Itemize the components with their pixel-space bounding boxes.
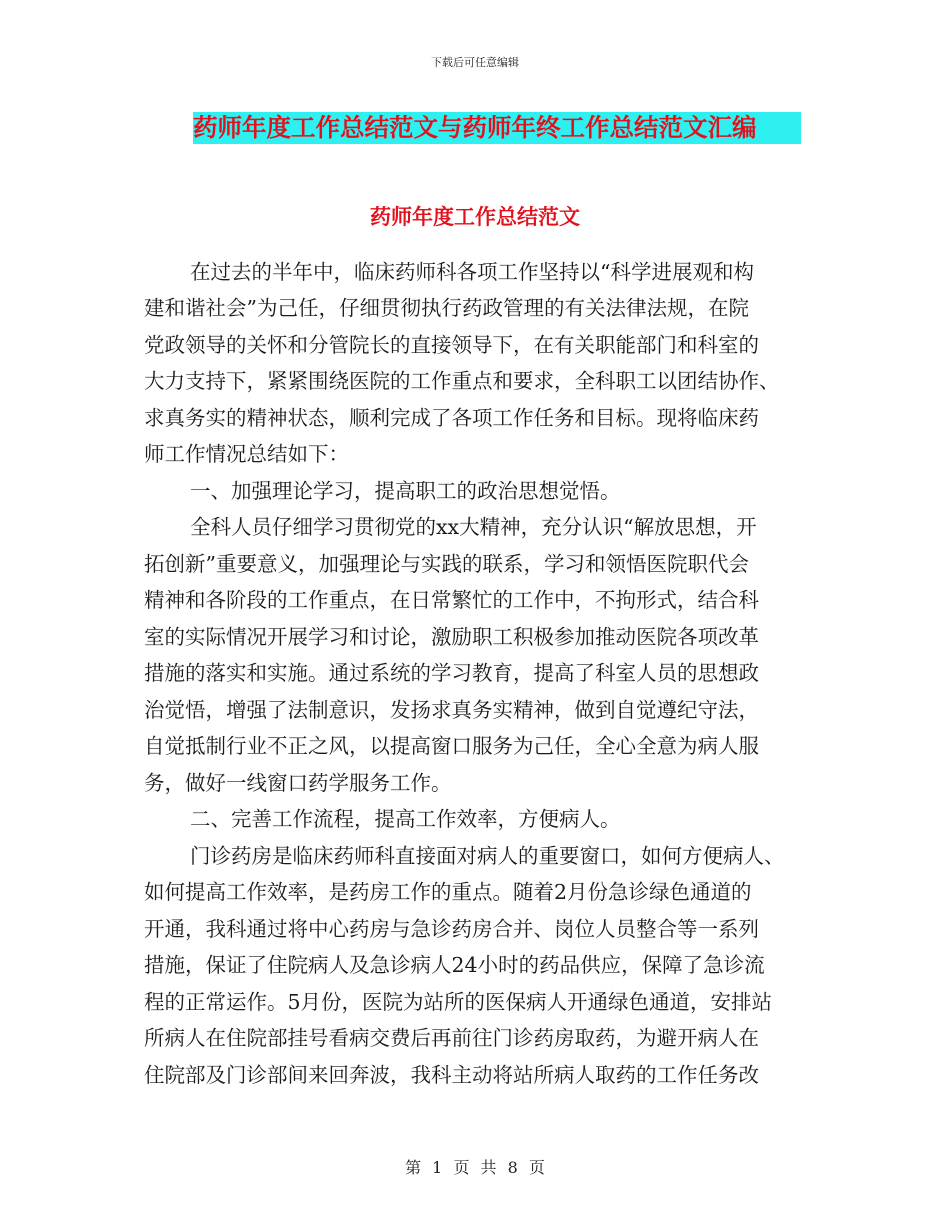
paragraph-line: 大力支持下，紧紧围绕医院的工作重点和要求，全科职工以团结协作、 [144, 369, 780, 393]
paragraph-line: 措施，保证了住院病人及急诊病人24小时的药品供应，保障了急诊流 [144, 953, 765, 977]
page-footer: 第 1 页 共 8 页 [405, 1158, 545, 1177]
paragraph-line: 程的正常运作。5月份，医院为站所的医保病人开通绿色通道，安排站 [144, 990, 773, 1014]
paragraph-line: 精神和各阶段的工作重点，在日常繁忙的工作中，不拘形式，结合科 [144, 588, 759, 612]
paragraph-line: 建和谐社会”为己任，仔细贯彻执行药政管理的有关法律法规，在院 [144, 296, 749, 320]
paragraph-line: 开通，我科通过将中心药房与急诊药房合并、岗位人员整合等一系列 [144, 917, 759, 941]
paragraph-line: 师工作情况总结如下： [144, 442, 349, 466]
paragraph-line: 所病人在住院部挂号看病交费后再前往门诊药房取药，为避开病人在 [144, 1026, 759, 1050]
header-note: 下载后可任意编辑 [431, 56, 519, 69]
paragraph-line: 求真务实的精神状态，顺利完成了各项工作任务和目标。现将临床药 [144, 406, 759, 430]
section-heading: 二、完善工作流程，提高工作效率，方便病人。 [190, 807, 621, 831]
paragraph-line: 住院部及门诊部间来回奔波，我科主动将站所病人取药的工作任务改 [144, 1063, 759, 1087]
paragraph-line: 治觉悟，增强了法制意识，发扬求真务实精神，做到自觉遵纪守法， [144, 698, 759, 722]
paragraph-line: 在过去的半年中，临床药师科各项工作坚持以“科学进展观和构 [190, 260, 754, 284]
paragraph-line: 措施的落实和实施。通过系统的学习教育，提高了科室人员的思想政 [144, 661, 759, 685]
paragraph-line: 全科人员仔细学习贯彻党的xx大精神，充分认识“解放思想，开 [190, 515, 757, 539]
paragraph-line: 党政领导的关怀和分管院长的直接领导下，在有关职能部门和科室的 [144, 333, 759, 357]
paragraph-line: 自觉抵制行业不正之风，以提高窗口服务为己任，全心全意为病人服 [144, 734, 759, 758]
section-title: 药师年度工作总结范文 [370, 205, 580, 229]
paragraph-line: 室的实际情况开展学习和讨论，激励职工积极参加推动医院各项改革 [144, 625, 759, 649]
paragraph-line: 务，做好一线窗口药学服务工作。 [144, 771, 452, 795]
section-heading: 一、加强理论学习，提高职工的政治思想觉悟。 [190, 479, 621, 503]
paragraph-line: 门诊药房是临床药师科直接面对病人的重要窗口，如何方便病人、 [190, 844, 785, 868]
paragraph-line: 如何提高工作效率，是药房工作的重点。随着2月份急诊绿色通道的 [144, 880, 752, 904]
main-title: 药师年度工作总结范文与药师年终工作总结范文汇编 [193, 112, 801, 144]
paragraph-line: 拓创新”重要意义，加强理论与实践的联系，学习和领悟医院职代会 [144, 552, 749, 576]
